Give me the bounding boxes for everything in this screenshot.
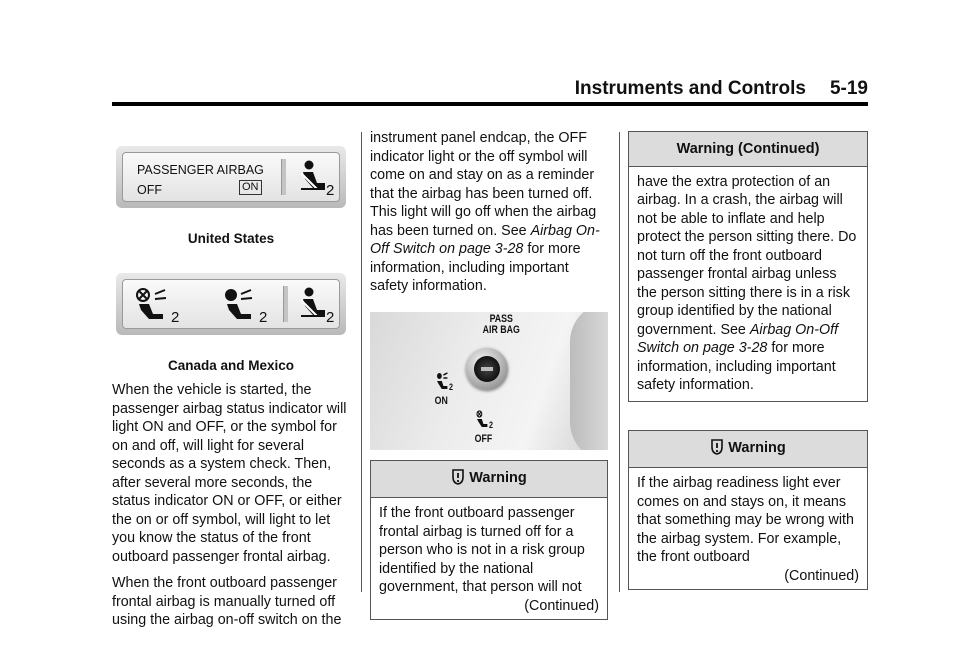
panel-separator: [281, 159, 286, 195]
section-title: Instruments and Controls: [574, 78, 806, 99]
warning-title: Warning: [728, 439, 786, 456]
panel-separator: [283, 286, 288, 322]
svg-text:2: 2: [326, 308, 335, 324]
airbag-on-symbol-icon: [435, 372, 456, 392]
svg-text:2: 2: [326, 182, 335, 197]
paragraph-status-check: When the vehicle is started, the passenger airbag status indicator will light ON and OFF, or the symbol for on and off, will light for several seconds as a system check. Then, after several more seconds, the status indicator ON or OFF, or either the on or off symbol, will light to let you know the status of the front outboard passenger frontal airbag.: [112, 382, 347, 565]
header-rule: [112, 102, 868, 106]
airbag-switch-photo: [370, 312, 608, 450]
seatbelt-passenger-icon: [295, 159, 335, 203]
warning-box-continued: [628, 131, 868, 402]
warning-symbol-icon: [451, 469, 465, 491]
warning-title: Warning: [469, 469, 527, 486]
indicator-panel-canada-mexico: [116, 273, 346, 335]
caption-united-states: United States: [187, 231, 275, 246]
svg-text:2: 2: [259, 308, 268, 324]
caption-canada-mexico: Canada and Mexico: [167, 357, 295, 373]
panel-label-on: ON: [239, 180, 262, 195]
column-3: [628, 131, 868, 590]
paragraph-endcap: instrument panel endcap, the OFF indicator light or the off symbol will come on and stay on as a reminder that the airbag has been turned off. This light will go off when the airbag has been turned on. See Airbag On-Off Switch on page 3-28 for more information, including important safety information.: [370, 130, 600, 294]
warning-box-readiness: [628, 430, 868, 591]
cross-reference-link[interactable]: Airbag On-Off Switch on page 3-28: [370, 222, 600, 257]
column-2: [370, 129, 608, 620]
page-number: 5-19: [829, 78, 868, 99]
airbag-off-symbol-icon: [475, 410, 496, 430]
svg-text:2: 2: [171, 308, 180, 324]
photo-label-pass-air-bag: PASS AIR BAG: [482, 312, 520, 336]
paragraph-manual-off: When the front outboard passenger frontal airbag is manually turned off using the airbag on-off switch on the: [112, 575, 342, 628]
column-divider-1: [361, 132, 362, 592]
warning-header: Warning (Continued): [629, 132, 867, 167]
warning-symbol-icon: [710, 439, 724, 461]
warning-text: have the extra protection of an airbag. In a crash, the airbag will not be able to inflate and help protect the person sitting there. Do not turn off the front outboard passenger frontal airbag unless the person sitting there is in a risk group identified by the national government. See Airbag On-Off Switch on page 3-28 for more information, including important safety information.: [637, 173, 857, 393]
airbag-on-symbol-icon: [219, 286, 275, 330]
panel-label-passenger-airbag: PASSENGER AIRBAG: [137, 163, 264, 177]
airbag-off-symbol-icon: [131, 286, 187, 330]
warning-header: [371, 461, 607, 499]
panel-label-off: OFF: [137, 183, 162, 197]
column-divider-2: [619, 132, 620, 592]
svg-text:2: 2: [489, 419, 494, 430]
seatbelt-passenger-icon: [295, 286, 335, 330]
warning-text: If the front outboard passenger frontal airbag is turned off for a person who is not in a risk group identified by the national government, that person will not: [379, 505, 585, 595]
indicator-panel-us: [116, 146, 346, 208]
photo-off-indicator: 2 OFF: [475, 410, 496, 449]
warning-header: [629, 431, 867, 469]
page-header: [0, 78, 868, 100]
warning-box: [370, 460, 608, 621]
continued-label: (Continued): [784, 567, 859, 584]
continued-label: (Continued): [524, 597, 599, 614]
column-1: [112, 132, 350, 638]
photo-on-indicator: 2 ON: [435, 372, 456, 411]
airbag-key-switch: [466, 348, 508, 390]
cross-reference-link[interactable]: Airbag On-Off Switch on page 3-28: [637, 321, 839, 356]
warning-text: If the airbag readiness light ever comes on and stays on, it means that something may be wrong with the airbag system. For example, the front outboard: [637, 475, 854, 565]
svg-text:2: 2: [449, 381, 454, 392]
